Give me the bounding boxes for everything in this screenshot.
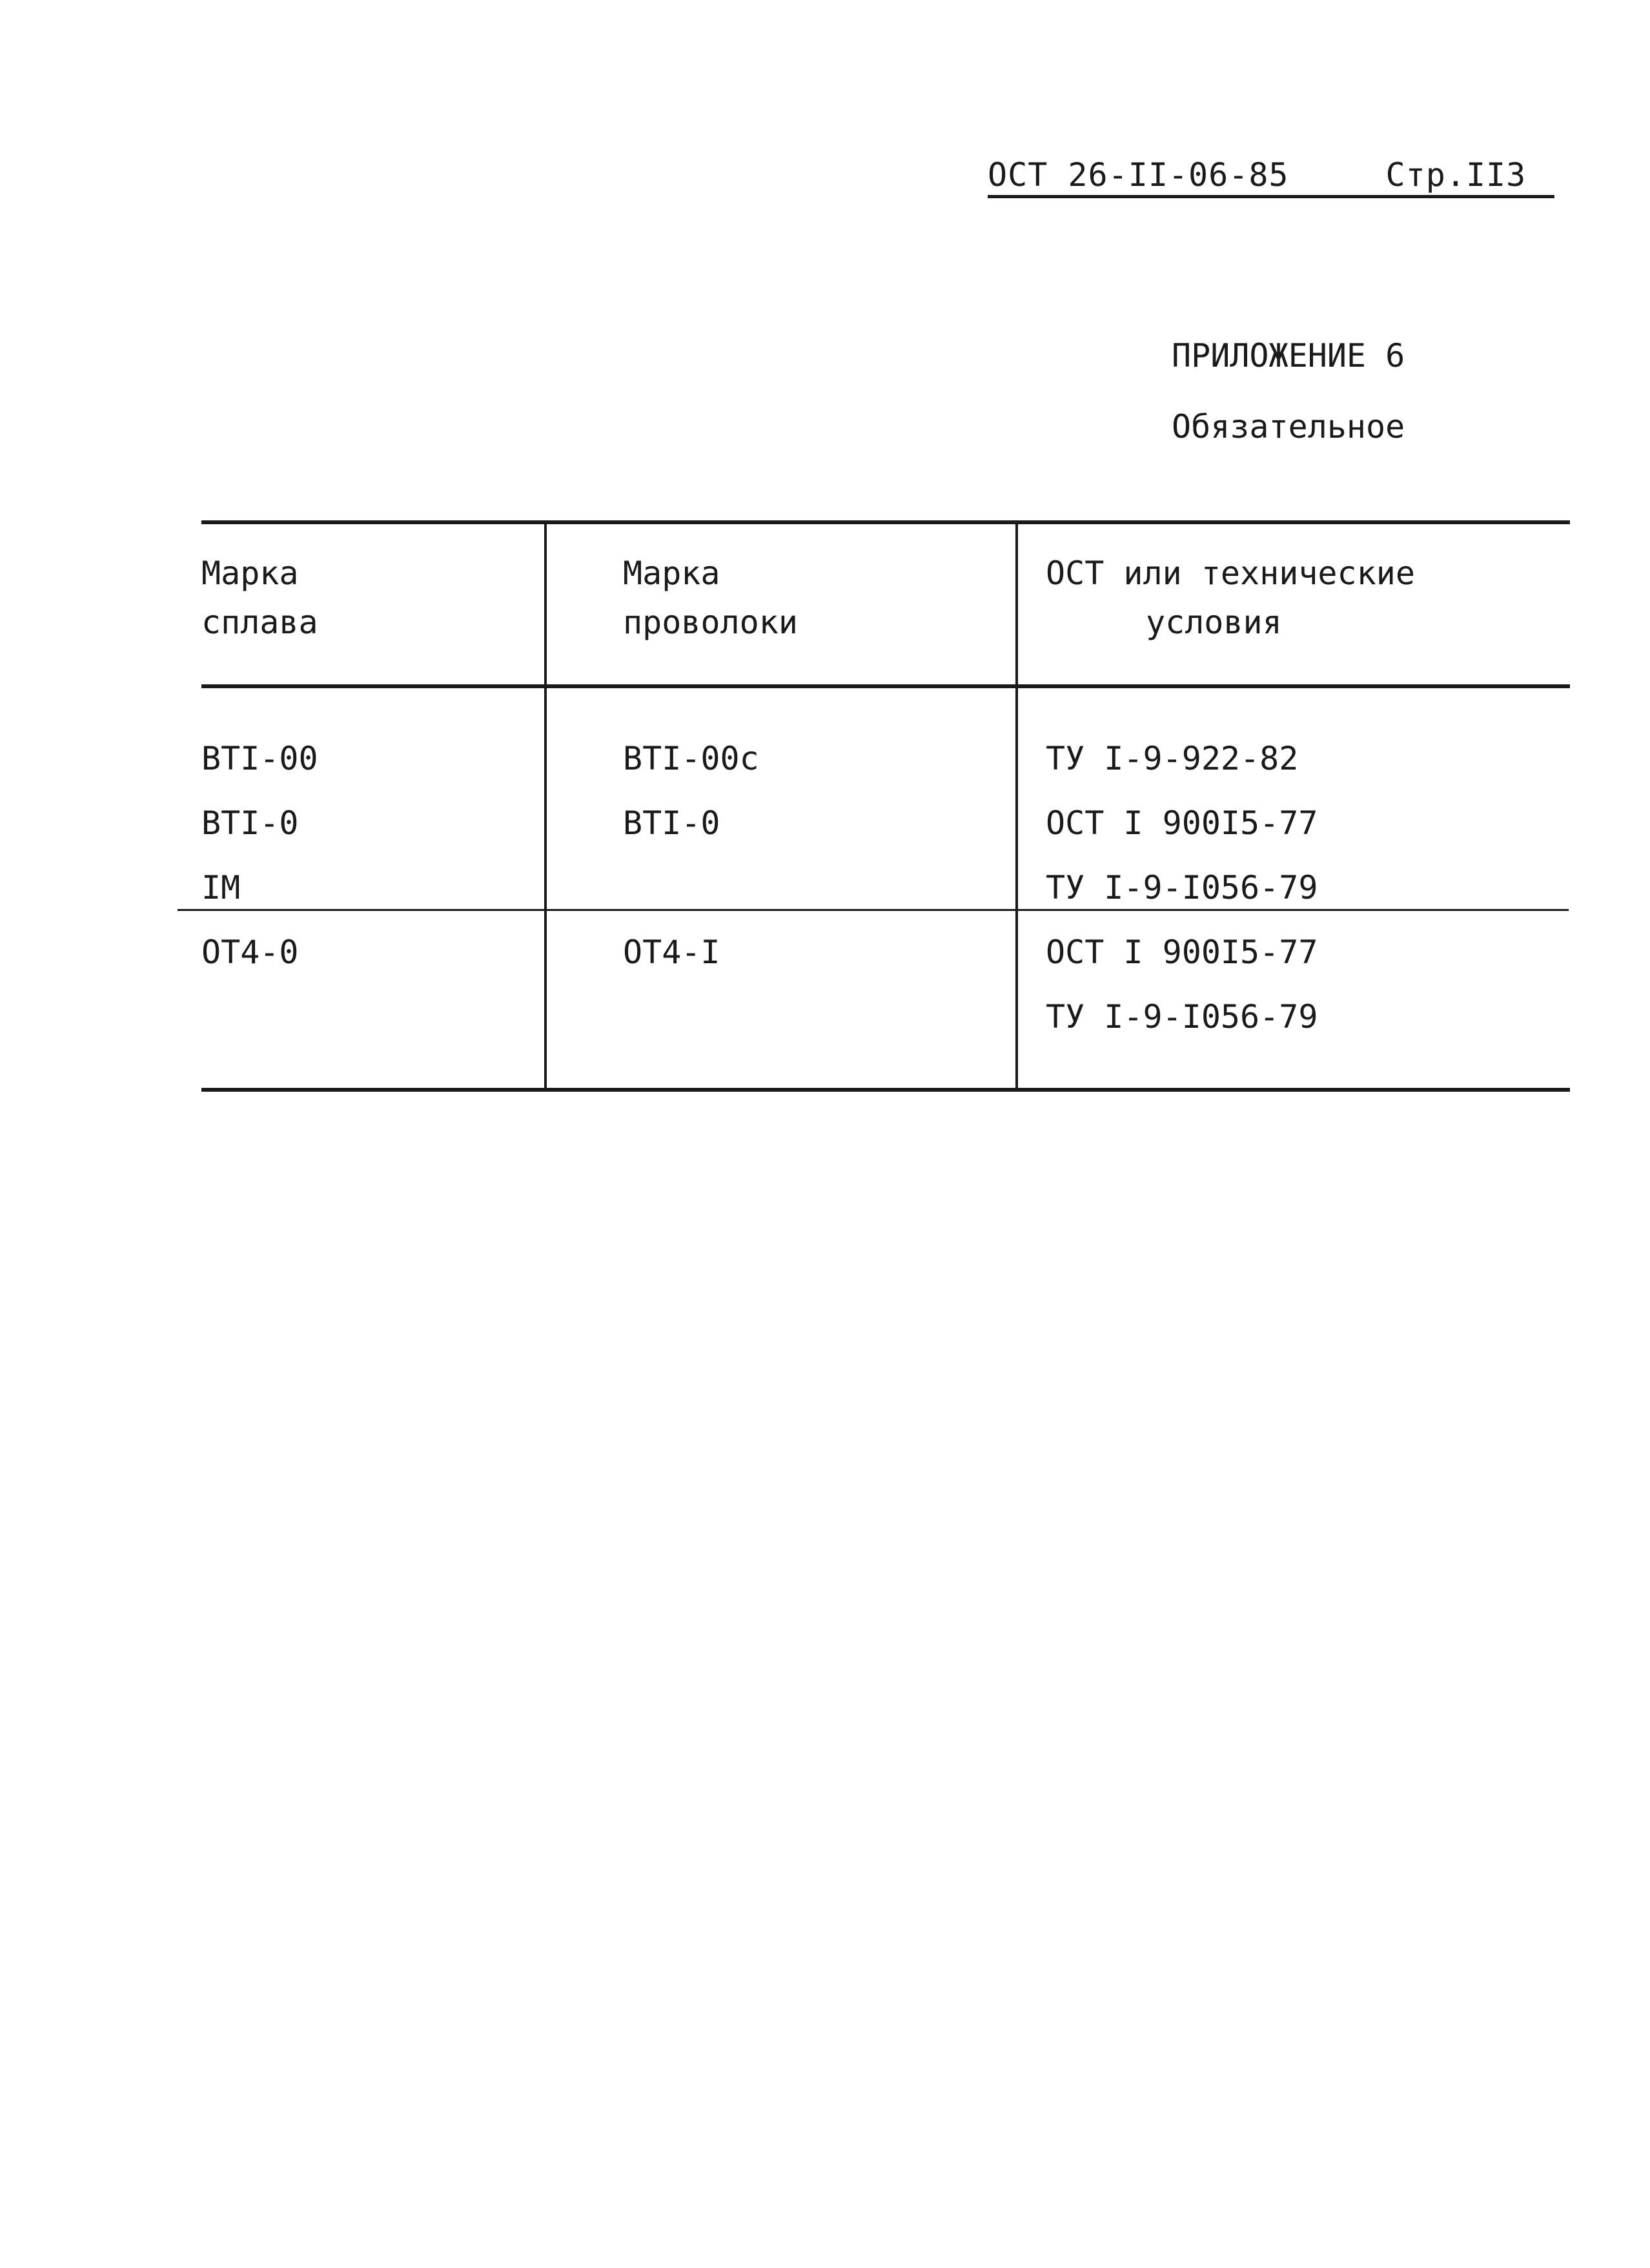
header-alloy-line: сплава <box>201 604 318 641</box>
header-standard <box>1046 549 1415 647</box>
header-alloy <box>201 549 318 647</box>
row2-wire <box>623 920 720 985</box>
table-cell: ВТI-00 <box>201 740 318 777</box>
row1-standard <box>1046 726 1318 920</box>
table-cell: ТУ I-9-922-82 <box>1046 740 1299 777</box>
header-alloy-line: Марка <box>201 555 299 592</box>
table-cell: ТУ I-9-I056-79 <box>1046 998 1318 1036</box>
table-header-rule <box>201 684 1570 688</box>
header-wire-line: Марка <box>623 555 720 592</box>
page-header <box>988 156 1526 194</box>
table-cell: IМ <box>201 869 241 906</box>
header-wire-line: проволоки <box>623 604 798 641</box>
row2-alloy <box>201 920 299 985</box>
document-code: ОСТ 26-II-06-85 <box>988 156 1289 194</box>
row1-wire <box>623 726 759 855</box>
table-cell: ВТI-0 <box>623 804 720 842</box>
table-cell: ВТI-0 <box>201 804 299 842</box>
row1-alloy <box>201 726 318 920</box>
table-cell: ТУ I-9-I056-79 <box>1046 869 1318 906</box>
table-cell: ОТ4-I <box>623 934 720 971</box>
header-standard-line: условия <box>1146 604 1282 641</box>
table-bottom-rule <box>201 1088 1570 1092</box>
appendix-status: Обязательное <box>1172 408 1405 445</box>
header-wire <box>623 549 798 647</box>
table-cell: ВТI-00с <box>623 740 759 777</box>
table-cell: ОСТ I 900I5-77 <box>1046 804 1318 842</box>
header-standard-line: ОСТ или технические <box>1046 555 1415 592</box>
table-column-divider-2 <box>1015 524 1018 1090</box>
appendix-title: ПРИЛОЖЕНИЕ 6 <box>1172 337 1405 374</box>
header-underline <box>988 195 1554 198</box>
page-number: Стр.II3 <box>1385 156 1527 194</box>
row2-standard <box>1046 920 1318 1049</box>
table-cell: ОСТ I 900I5-77 <box>1046 934 1318 971</box>
table-column-divider-1 <box>544 524 547 1090</box>
table-row-divider <box>178 909 1569 911</box>
table-top-rule <box>201 520 1570 524</box>
table-cell: ОТ4-0 <box>201 934 299 971</box>
